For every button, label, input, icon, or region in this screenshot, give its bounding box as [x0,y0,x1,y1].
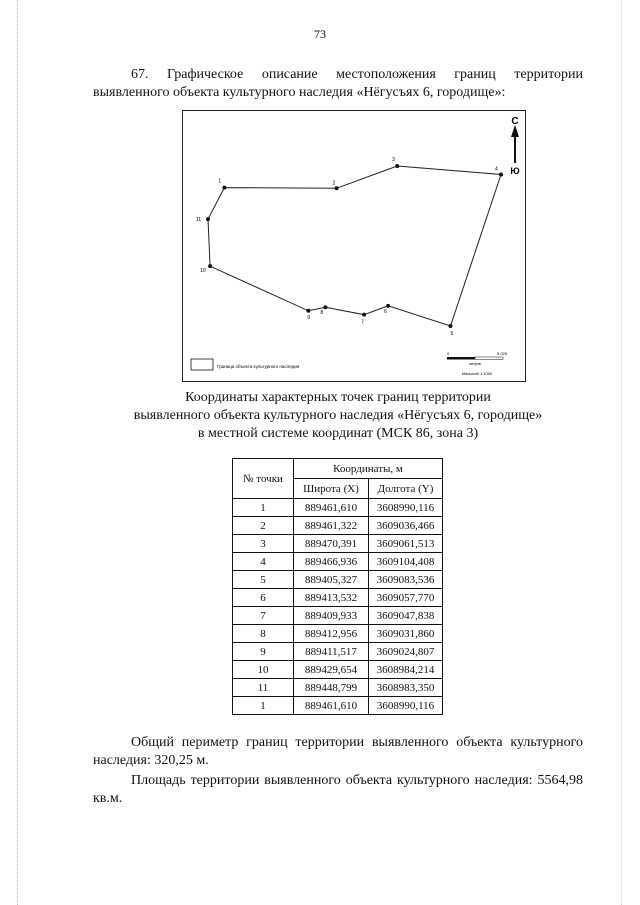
point-cell: 6 [233,589,294,607]
boundary-point-label: 4 [495,166,498,173]
legend-label: Граница объекта культурного наследия [217,364,300,369]
boundary-point-4 [499,172,503,176]
coordinates-table [232,458,443,715]
x-cell: 889448,799 [294,679,369,697]
boundary-point-label: 6 [384,308,387,315]
boundary-point-5 [448,324,452,328]
x-cell: 889413,532 [294,589,369,607]
point-cell: 3 [233,535,294,553]
table-row [233,697,443,715]
table-row [233,517,443,535]
x-cell: 889429,654 [294,661,369,679]
point-cell: 5 [233,571,294,589]
table-row [233,589,443,607]
table-row [233,535,443,553]
header-coords: Координаты, м [294,459,443,479]
y-cell: 3609057,770 [369,589,443,607]
boundary-line [208,166,501,326]
scale-ratio: Масштаб 1:1000 [461,371,493,376]
x-cell: 889461,322 [294,517,369,535]
boundary-point-label: 9 [307,314,311,321]
boundary-point-label: 8 [320,310,324,317]
y-cell: 3609024,807 [369,643,443,661]
caption-line-1: Координаты характерных точек границ территории [185,390,491,405]
x-cell: 889411,517 [294,643,369,661]
point-cell: 2 [233,517,294,535]
boundary-point-3 [395,164,399,168]
legend [191,359,300,370]
y-cell: 3608990,116 [369,499,443,517]
y-cell: 3609083,536 [369,571,443,589]
boundary-point-label: 7 [361,319,364,326]
boundary-point-label: 1 [218,178,222,185]
x-cell: 889409,933 [294,607,369,625]
boundary-point-label: 11 [196,217,202,224]
right-margin-line [621,0,623,905]
section-heading: 67. Графическое описание местоположения границ территории выявленного объекта культурного наследия «Нёгусъях 6, городище»: [93,67,583,100]
x-cell: 889466,936 [294,553,369,571]
boundary-point-label: 10 [200,268,206,275]
table-row [233,607,443,625]
coordinates-table-body [233,499,443,715]
y-cell: 3609061,513 [369,535,443,553]
table-row [233,499,443,517]
header-y: Долгота (Y) [369,479,443,499]
area-text: Площадь территории выявленного объекта культурного наследия: 5564,98 кв.м. [93,773,583,806]
y-cell: 3609104,408 [369,553,443,571]
x-cell: 889405,327 [294,571,369,589]
scale-max: 5 025 [497,351,508,356]
boundary-point-8 [323,305,327,309]
boundary-map [182,110,526,382]
boundary-polygon-layer [208,166,501,326]
south-label: Ю [510,166,520,176]
caption-line-3: в местной системе координат (МСК 86, зона 3) [197,426,479,441]
boundary-point-label: 2 [332,180,336,187]
north-label: С [511,116,519,127]
legend-swatch [191,359,213,370]
x-cell: 889461,610 [294,499,369,517]
point-cell: 1 [233,499,294,517]
boundary-point-6 [386,304,390,308]
perimeter-text: Общий периметр границ территории выявленного объекта культурного наследия: 320,25 м. [93,735,583,768]
x-cell: 889470,391 [294,535,369,553]
y-cell: 3608984,214 [369,661,443,679]
point-cell: 10 [233,661,294,679]
boundary-point-2 [335,186,339,190]
header-x: Широта (X) [294,479,369,499]
table-row [233,661,443,679]
scale-units: метров [469,362,481,366]
scale-zero: 0 [447,351,450,356]
boundary-point-10 [208,264,212,268]
point-cell: 9 [233,643,294,661]
point-cell: 8 [233,625,294,643]
x-cell: 889461,610 [294,697,369,715]
table-row [233,625,443,643]
y-cell: 3609047,838 [369,607,443,625]
table-row [233,553,443,571]
boundary-point-label: 3 [392,157,395,163]
left-margin-line [17,0,19,905]
point-cell: 4 [233,553,294,571]
y-cell: 3609031,860 [369,625,443,643]
table-row [233,643,443,661]
page-number: 73 [314,27,326,41]
map-canvas [183,111,525,381]
y-cell: 3608990,116 [369,697,443,715]
table-caption [93,389,583,443]
boundary-point-1 [222,186,226,190]
table-row [233,679,443,697]
north-arrow-icon [511,125,519,163]
boundary-point-label: 5 [450,331,454,337]
x-cell: 889412,956 [294,625,369,643]
boundary-point-7 [362,313,366,317]
caption-line-2: выявленного объекта культурного наследия «Нёгусъях 6, городище» [133,408,543,423]
boundary-point-11 [206,217,210,221]
header-point: № точки [233,459,294,499]
boundary-point-9 [306,309,310,313]
point-cell: 7 [233,607,294,625]
scale-bar [447,351,508,376]
point-cell: 1 [233,697,294,715]
y-cell: 3609036,466 [369,517,443,535]
table-row [233,571,443,589]
point-cell: 11 [233,679,294,697]
y-cell: 3608983,350 [369,679,443,697]
